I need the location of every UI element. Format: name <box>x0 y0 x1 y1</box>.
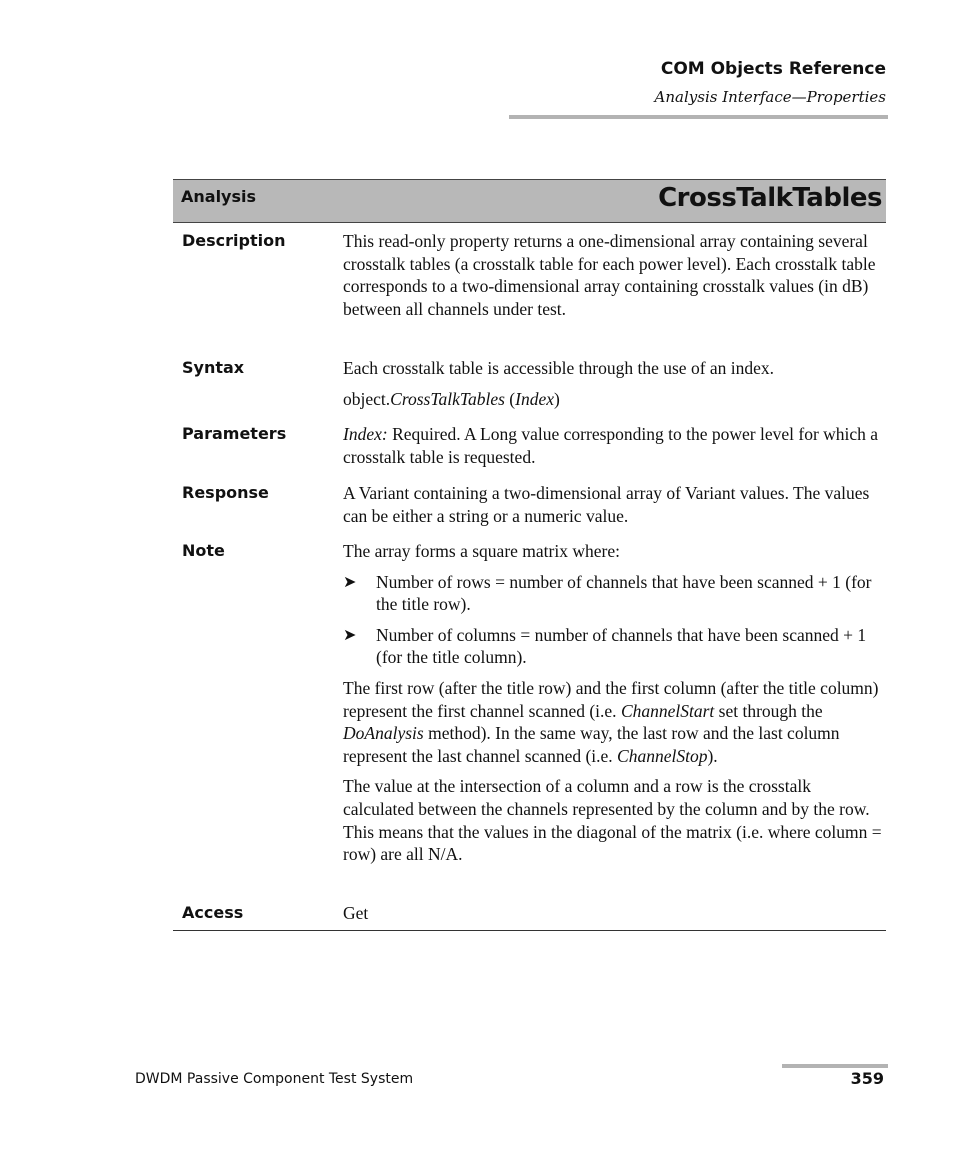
property-name: CrossTalkTables <box>658 183 882 213</box>
syntax-value <box>343 357 886 410</box>
parameter-name: Index: <box>343 424 388 444</box>
note-p2-channelstop: ChannelStop <box>617 745 708 766</box>
table-category: Analysis <box>181 187 257 206</box>
note-p2-part: set through the <box>714 700 823 721</box>
syntax-code-param: Index <box>515 388 554 409</box>
table-bottom-rule <box>173 930 886 931</box>
syntax-code-method: CrossTalkTables <box>390 388 505 409</box>
running-header-subtitle: Analysis Interface—Properties <box>654 88 886 106</box>
response-value <box>343 482 886 527</box>
syntax-text: Each crosstalk table is accessible through the use of an index. <box>343 358 775 378</box>
description-value <box>343 230 886 320</box>
table-header-bar <box>173 179 886 223</box>
note-bullet-text: Number of columns = number of channels that have been scanned + 1 (for the title column). <box>376 624 867 668</box>
note-bullet <box>343 624 886 669</box>
arrow-bullet-icon: ➤ <box>343 624 357 644</box>
property-reference-table <box>173 179 886 923</box>
arrow-bullet-icon: ➤ <box>343 571 357 591</box>
note-p2-part: The first row (after the title row) and the first column (after the title column) represent the first channel scanned (i.e. <box>343 677 879 721</box>
access-text: Get <box>343 903 369 923</box>
header-rule <box>509 115 888 119</box>
parameter-description: Required. A Long value corresponding to the power level for which a crosstalk table is requested. <box>343 424 879 467</box>
syntax-code <box>343 388 886 411</box>
note-paragraph-2 <box>343 677 886 767</box>
parameters-value <box>343 423 886 468</box>
description-text: This read-only property returns a one-dimensional array containing several crosstalk tables (a crosstalk table for each power level). Each crosstalk table corresponds to a two-dimensional array containing crosstalk values (in dB) between all channels under test. <box>343 231 876 319</box>
parameters-text <box>343 423 886 468</box>
note-paragraph-3: The value at the intersection of a column and a row is the crosstalk calculated between the channels represented by the column and by the row. This means that the values in the diagonal of the matrix (i.e. where column = row) are all N/A. <box>343 776 882 865</box>
note-p2-part: ). <box>707 745 718 766</box>
response-label: Response <box>182 483 269 502</box>
parameters-label: Parameters <box>182 424 287 443</box>
page-number: 359 <box>850 1069 884 1088</box>
running-header <box>655 57 886 109</box>
syntax-code-close: ) <box>554 388 560 409</box>
syntax-code-open: ( <box>504 388 516 409</box>
note-value <box>343 540 886 866</box>
footer-rule <box>782 1064 888 1068</box>
note-bullet <box>343 571 886 616</box>
note-intro: The array forms a square matrix where: <box>343 541 620 561</box>
note-p2-doanalysis: DoAnalysis <box>343 723 424 744</box>
response-text: A Variant containing a two-dimensional array of Variant values. The values can be either a string or a numeric value. <box>343 483 870 526</box>
syntax-label: Syntax <box>182 358 245 377</box>
footer-doc-title: DWDM Passive Component Test System <box>135 1071 414 1087</box>
note-p2-channelstart: ChannelStart <box>620 700 715 721</box>
note-p2-part: method). In the same way, the last row and the last column represent the last channel scanned (i.e. <box>343 723 840 766</box>
note-bullet-text: Number of rows = number of channels that have been scanned + 1 (for the title row). <box>376 571 872 615</box>
syntax-code-prefix: object. <box>343 388 391 409</box>
access-label: Access <box>182 903 244 922</box>
running-header-title: COM Objects Reference <box>660 59 886 79</box>
note-label: Note <box>182 541 225 560</box>
access-value <box>343 902 886 925</box>
description-label: Description <box>182 231 286 250</box>
